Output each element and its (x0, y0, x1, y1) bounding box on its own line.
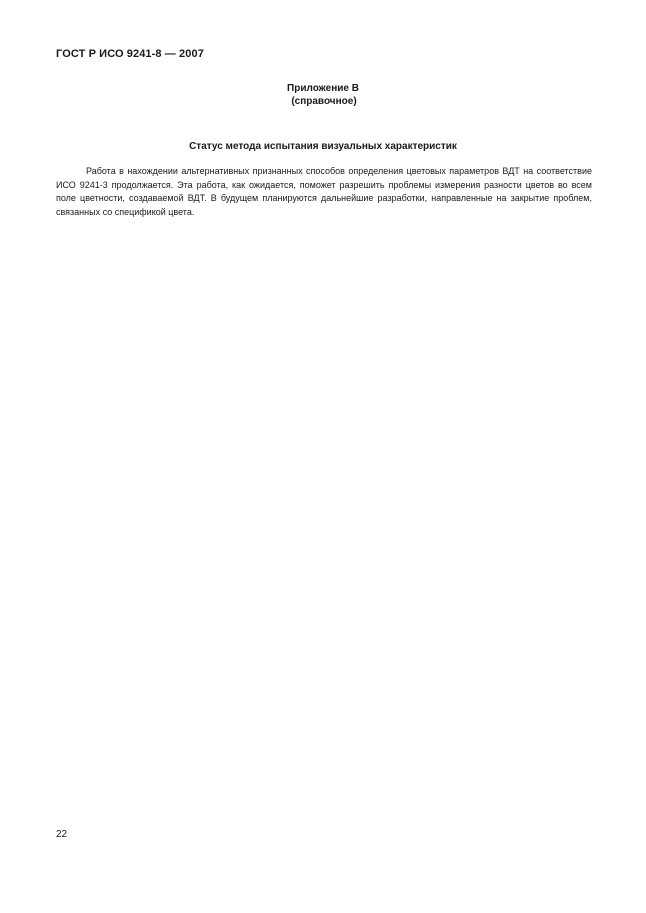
appendix-title: Приложение В (287, 83, 359, 94)
section-paragraph: Работа в нахождении альтернативных признанных способов определения цветовых параметров ВДТ на соответствие ИСО 9241-3 продолжается. Эта работа, как ожидается, поможет разрешить проблемы измерения разности цветов во всем поле цветности, создаваемой ВДТ. В будущем планируются дальнейшие разработки, направленные на закрытие проблем, связанных со спецификой цвета. (56, 166, 592, 217)
page-number: 22 (56, 829, 68, 840)
standard-code-header: ГОСТ Р ИСО 9241-8 — 2007 (56, 48, 204, 60)
appendix-subtitle: (справочное) (291, 96, 357, 107)
appendix-heading (0, 82, 646, 108)
section-title: Статус метода испытания визуальных характеристик (189, 141, 457, 152)
